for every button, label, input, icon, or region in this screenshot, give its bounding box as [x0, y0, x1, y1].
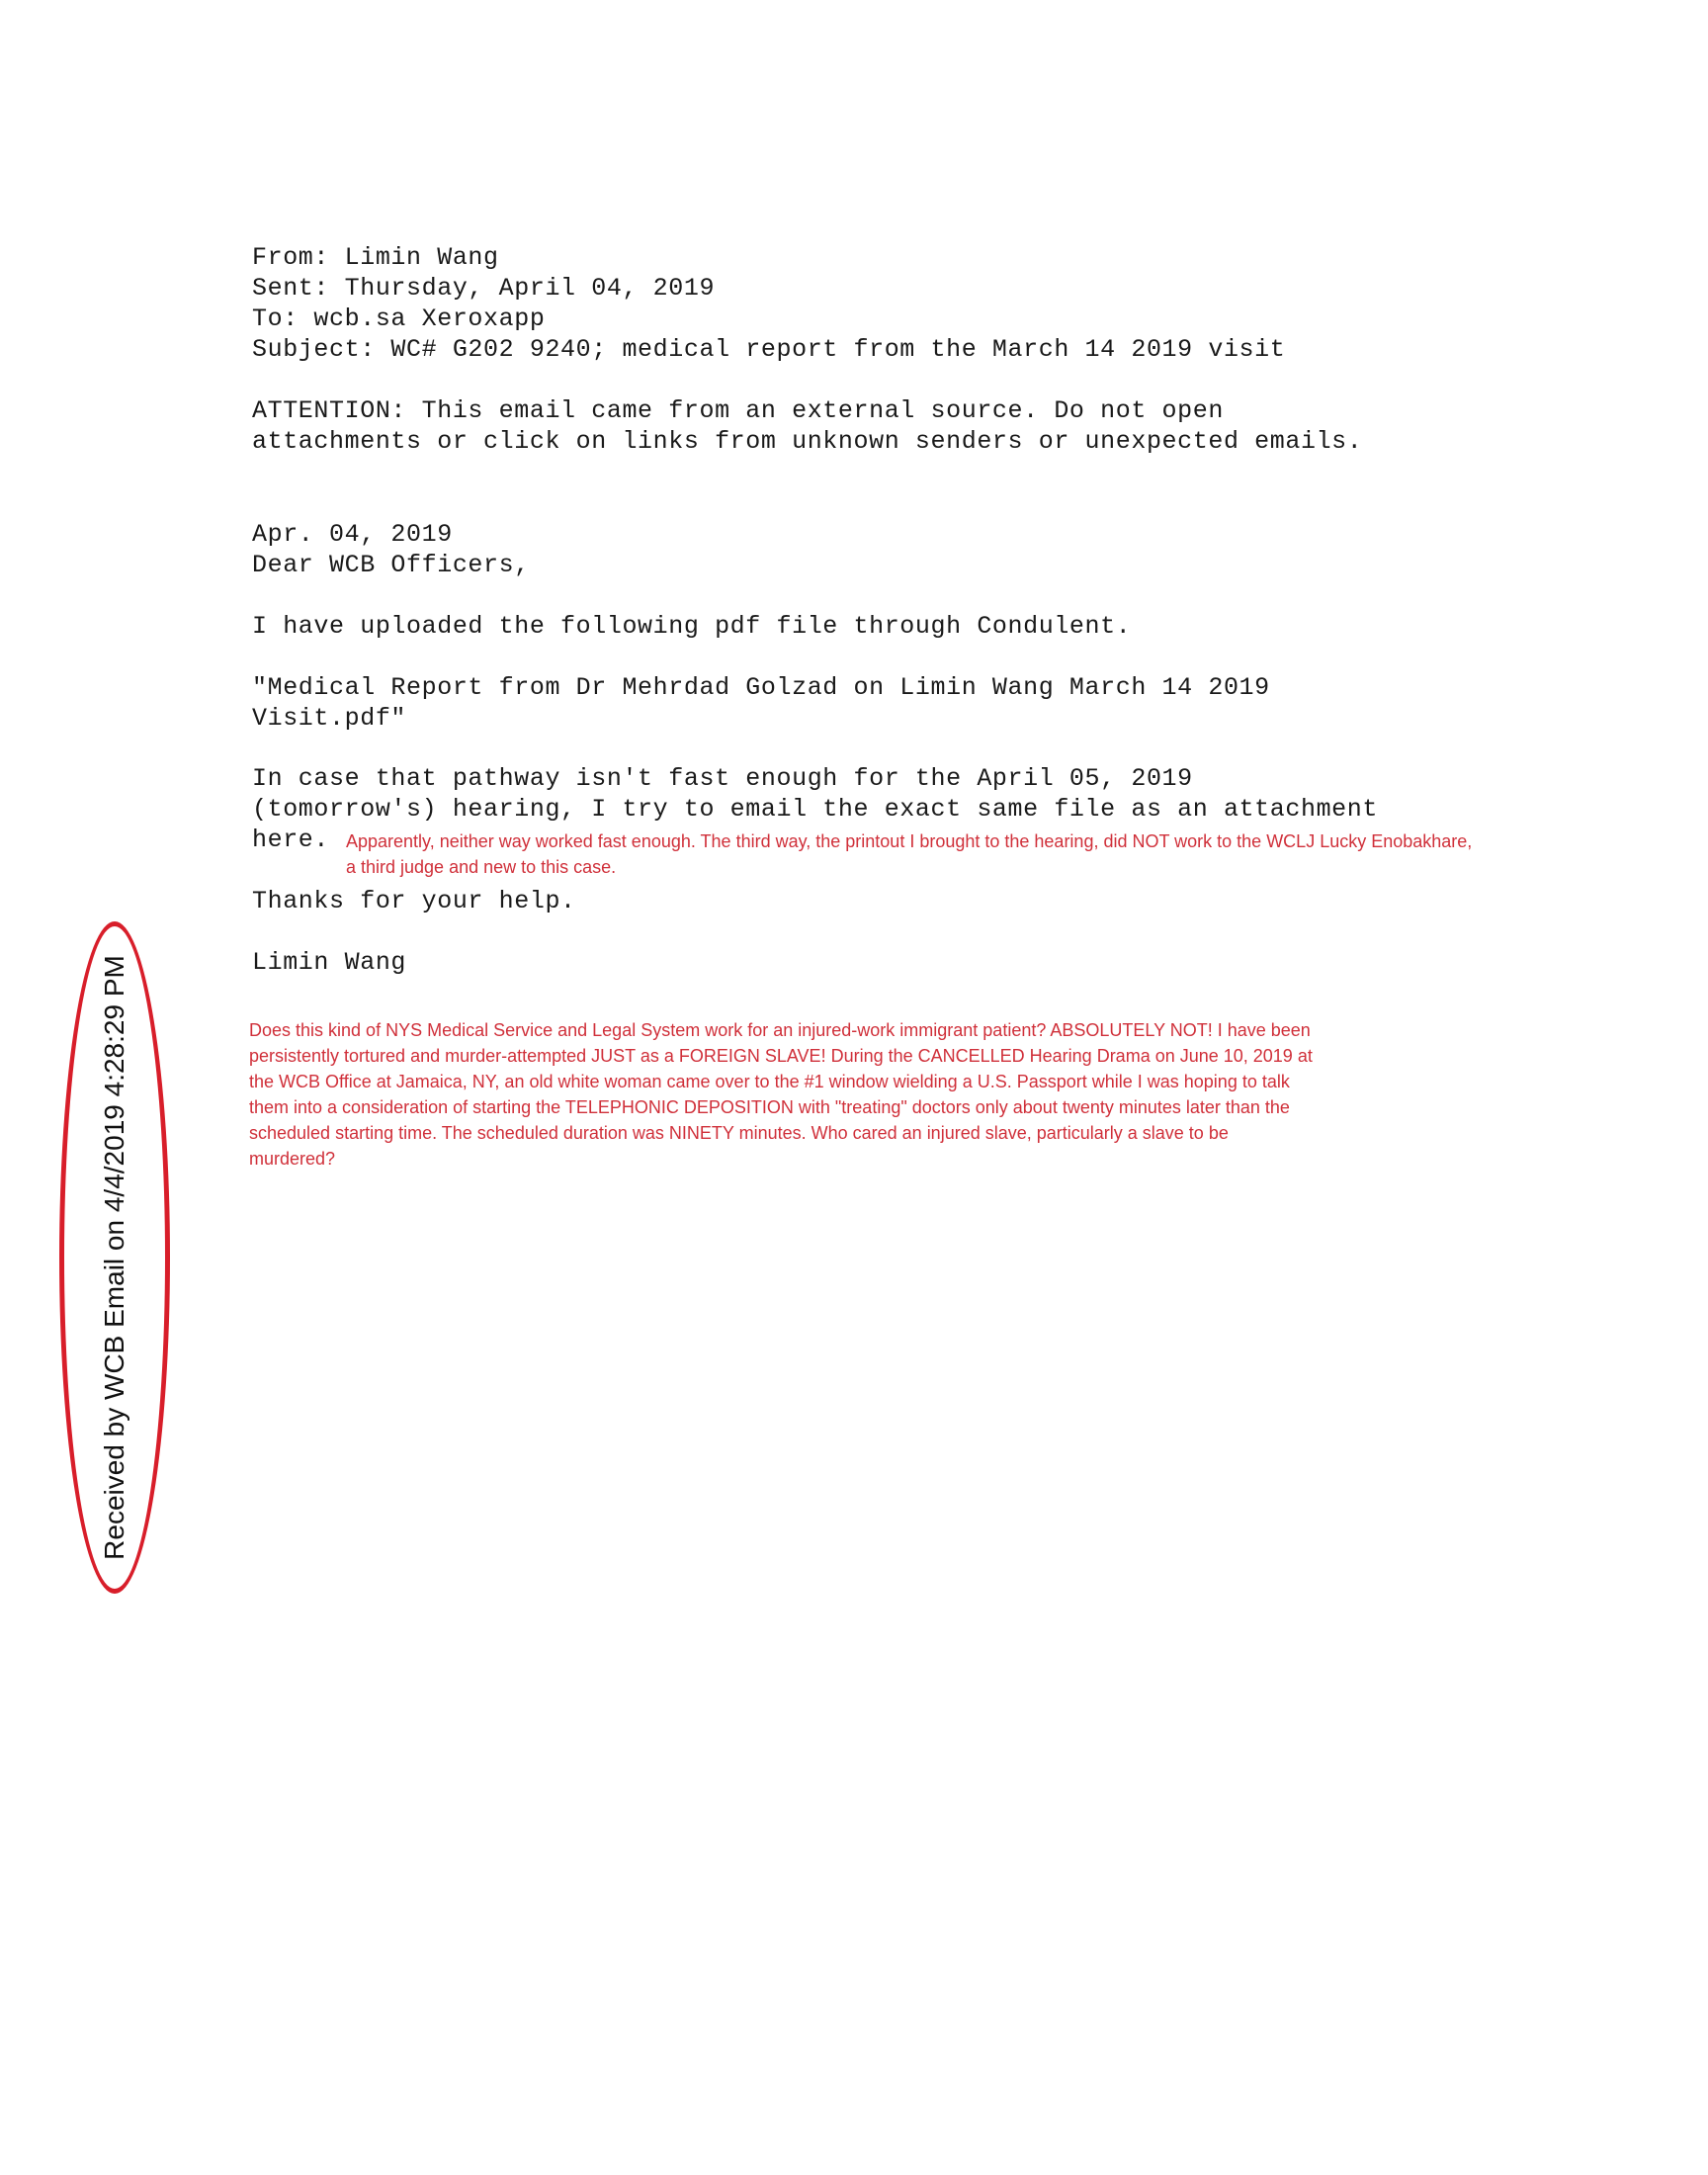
signature: Limin Wang [252, 948, 407, 977]
received-stamp-text: Received by WCB Email on 4/4/2019 4:28:29 PM [99, 955, 129, 1560]
pathway-line-1: In case that pathway isn't fast enough for the April 05, 2019 [252, 764, 1193, 793]
attention-line-2: attachments or click on links from unknown senders or unexpected emails. [252, 427, 1363, 456]
subject-line: Subject: WC# G202 9240; medical report from the March 14 2019 visit [252, 335, 1286, 364]
email-header [252, 242, 1285, 365]
annotation-note-1: Apparently, neither way worked fast enough. The third way, the printout I brought to the hearing, did NOT work to the WCLJ Lucky Enobakhare, a third judge and new to this case. [346, 831, 1473, 877]
attention-notice [252, 395, 1362, 457]
pathway-here: here. [252, 826, 330, 854]
pdf-filename: "Medical Report from Dr Mehrdad Golzad on Limin Wang March 14 2019 Visit.pdf" [252, 673, 1286, 733]
pathway-paragraph [252, 763, 1378, 825]
letter-greeting: Dear WCB Officers, [252, 551, 530, 579]
letter-date: Apr. 04, 2019 [252, 520, 453, 549]
sent-line: Sent: Thursday, April 04, 2019 [252, 274, 716, 303]
pathway-line-2: (tomorrow's) hearing, I try to email the exact same file as an attachment [252, 795, 1378, 824]
from-line: From: Limin Wang [252, 243, 499, 272]
thanks-line: Thanks for your help. [252, 887, 576, 915]
to-line: To: wcb.sa Xeroxapp [252, 304, 546, 333]
upload-statement: I have uploaded the following pdf file through Condulent. [252, 612, 1132, 641]
annotation-note-2: Does this kind of NYS Medical Service and Legal System work for an injured-work immigrant patient? ABSOLUTELY NOT! I have been persistently tortured and murder-attempted JUST as a FOREIGN SLAVE! During the CANCELLED Hearing Drama on June 10, 2019 at the WCB Office at Jamaica, NY, an old white woman came over to the #1 window wielding a U.S. Passport while I was hoping to talk them into a consideration of starting the TELEPHONIC DEPOSITION with "treating" doctors only about twenty minutes later than the scheduled starting time. The scheduled duration was NINETY minutes. Who cared an injured slave, particularly a slave to be murdered? [249, 1020, 1313, 1169]
attention-line-1: ATTENTION: This email came from an external source. Do not open [252, 396, 1224, 425]
